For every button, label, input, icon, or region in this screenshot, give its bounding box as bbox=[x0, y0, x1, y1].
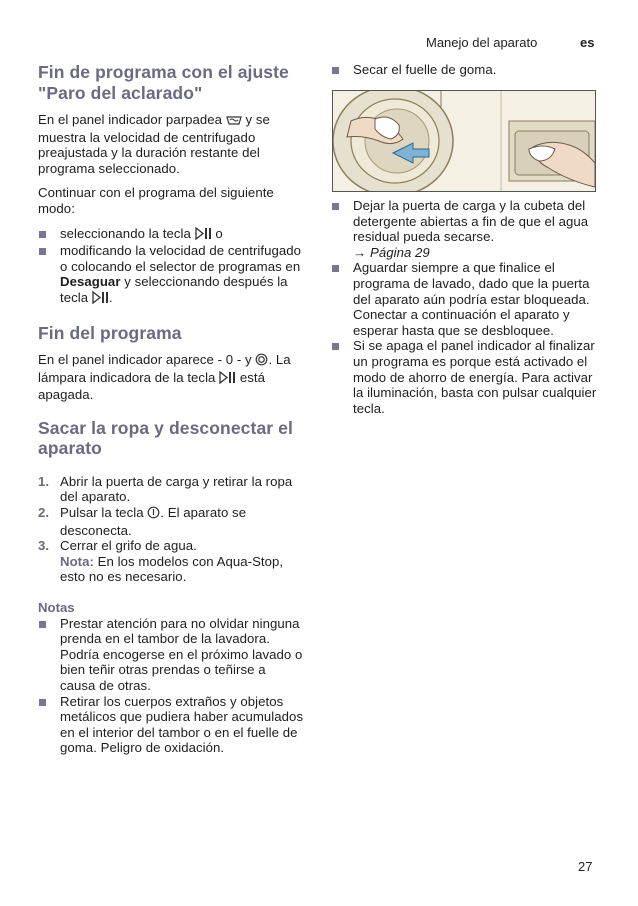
heading-end-program-rinse-hold: Fin de programa con el ajuste "Paro del aclarado" bbox=[38, 62, 289, 103]
bullet-square bbox=[39, 231, 46, 238]
program-name-desaguar: Desaguar bbox=[60, 274, 121, 290]
running-header-section: Manejo del aparato bbox=[426, 35, 538, 50]
p1-text-a: En el panel indicador parpadea bbox=[38, 112, 223, 127]
step-item: 3. Cerrar el grifo de agua. bbox=[38, 538, 197, 554]
continue-options-list bbox=[38, 226, 304, 308]
running-header-language: es bbox=[580, 35, 595, 50]
right-column-lower bbox=[331, 198, 597, 416]
right-list-bottom bbox=[331, 198, 597, 416]
note-text: En los modelos con Aqua-Stop, esto no es necesario. bbox=[60, 553, 284, 585]
list-item: Retirar los cuerpos extraños y objetos metálicos que pudiera haber acumulados en el interior del tambor o en el fuelle de goma. Peligro de oxidación. bbox=[38, 694, 304, 756]
page-reference-arrow: → bbox=[353, 244, 367, 260]
paragraph-continue: Continuar con el programa del siguiente modo: bbox=[38, 185, 274, 216]
bullet-square bbox=[332, 67, 339, 74]
list-item: modificando la velocidad de centrifugado o colocando el selector de programas en Desaguar y seleccionando después la tecla . bbox=[38, 243, 304, 307]
paragraph-end-of-program: En el panel indicador aparece - 0 - y . La lámpara indicadora de la tecla está apagada. bbox=[38, 352, 291, 403]
p1-text-b: y se muestra la velocidad de centrifugado preajustada y la duración restante del programa seleccionado. bbox=[38, 112, 270, 176]
steps-list bbox=[38, 474, 304, 585]
list-item: seleccionando la tecla o bbox=[38, 226, 304, 244]
bullet-square bbox=[332, 343, 339, 350]
bullet-square bbox=[39, 699, 46, 706]
bullet-square bbox=[332, 203, 339, 210]
start-pause-icon bbox=[92, 291, 109, 308]
bullet-square bbox=[332, 265, 339, 272]
list-item: Si se apaga el panel indicador al finalizar un programa es porque está activado el modo de ahorro de energía. Para activar la iluminación, basta con pulsar cualquier tecla. bbox=[331, 338, 597, 416]
heading-remove-laundry: Sacar la ropa y desconectar el aparato bbox=[38, 417, 293, 459]
page-reference-link[interactable]: Página 29 bbox=[369, 244, 430, 260]
end-symbol-icon bbox=[255, 353, 268, 370]
step-item: 1. Abrir la puerta de carga y retirar la ropa del aparato. bbox=[38, 473, 293, 505]
step-item: 2. Pulsar la tecla . El aparato se desconecta. bbox=[38, 505, 247, 538]
bullet-square bbox=[39, 248, 46, 255]
notes-list bbox=[38, 616, 304, 756]
page-number: 27 bbox=[578, 859, 593, 874]
bullet-square bbox=[39, 621, 46, 628]
paragraph-rinse-hold bbox=[38, 112, 304, 176]
step-note bbox=[38, 554, 304, 585]
list-item: Aguardar siempre a que finalice el programa de lavado, dado que la puerta del aparato aún podría estar bloqueada. Conectar a continuación el aparato y esperar hasta que se desbloquee. bbox=[331, 260, 597, 338]
left-column bbox=[38, 62, 304, 756]
right-list-top bbox=[331, 62, 597, 78]
notes-heading: Notas bbox=[38, 599, 75, 615]
list-item: Dejar la puerta de carga y la cubeta del detergente abiertas a fin de que el agua residual pueda secarse. → Página 29 bbox=[331, 198, 597, 260]
power-button-icon bbox=[147, 506, 160, 523]
list-item: Prestar atención para no olvidar ninguna prenda en el tambor de la lavadora. Podría encogerse en el próximo lavado o bien teñir otras prendas o teñirse a causa de otras. bbox=[38, 616, 304, 694]
list-item: Secar el fuelle de goma. bbox=[331, 62, 597, 78]
rinse-hold-tub-icon bbox=[226, 114, 242, 130]
start-pause-icon bbox=[195, 227, 212, 244]
illustration-drying-rubber-seal bbox=[332, 90, 596, 192]
right-column bbox=[331, 62, 597, 78]
note-label: Nota: bbox=[60, 553, 94, 569]
start-pause-icon bbox=[219, 371, 236, 388]
heading-end-of-program: Fin del programa bbox=[38, 322, 182, 343]
